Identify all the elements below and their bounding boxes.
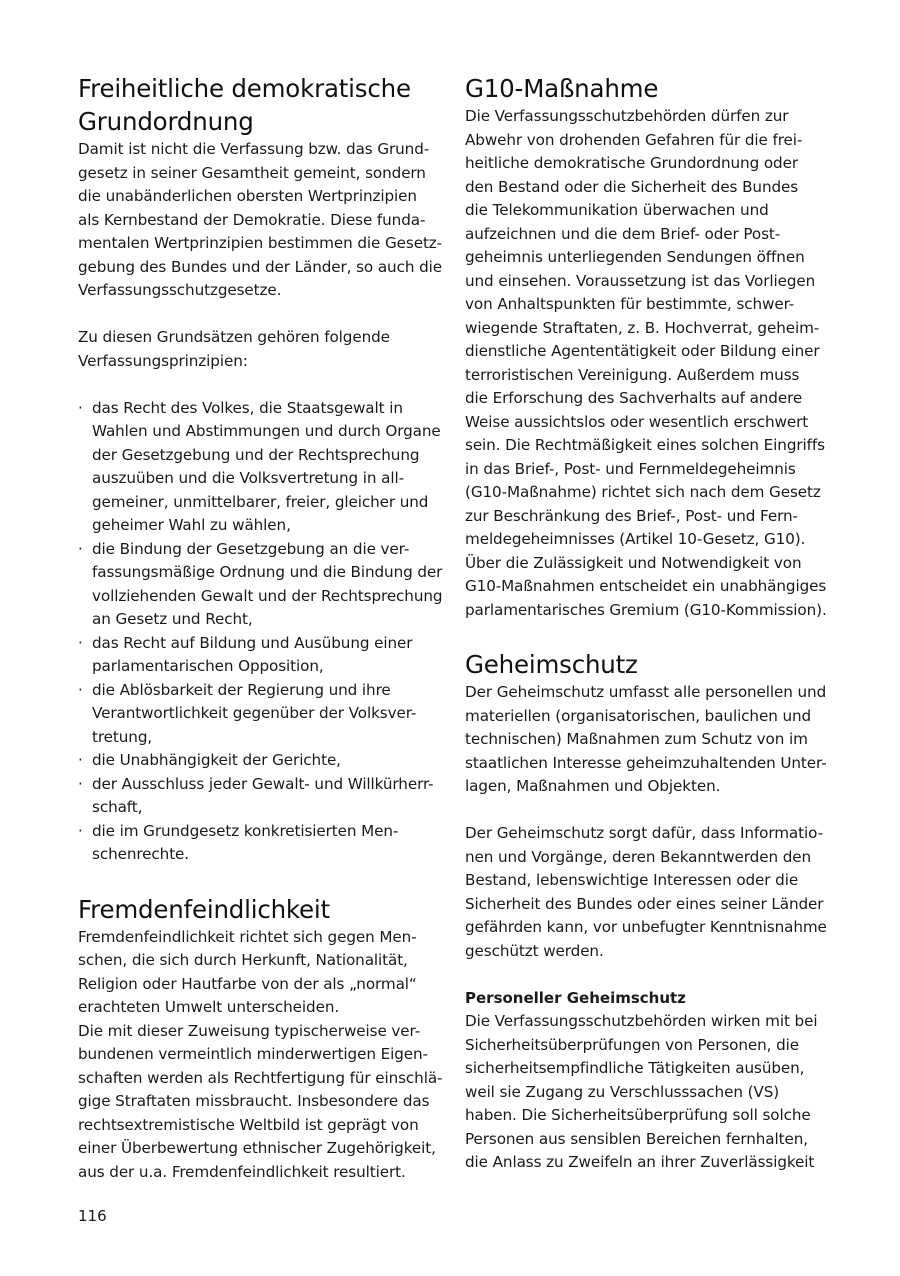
geheimschutz-paragraph-1: Der Geheimschutz umfasst alle personellen und materiellen (organisatorischen, baulichen und technischen) Maßnahmen zum Schutz von im staatlichen Interesse geheimzuhaltenden Unter- lagen, Maßnahmen und Objekten. xyxy=(465,683,827,795)
personeller-geheimschutz-subheading: Personeller Geheimschutz xyxy=(465,988,686,1007)
list-item: · die im Grundgesetz konkretisierten Men- schenrechte. xyxy=(78,820,438,867)
fdgo-heading: Freiheitliche demokratische Grundordnung xyxy=(78,74,411,136)
list-item: · der Ausschluss jeder Gewalt- und Willkürherr- schaft, xyxy=(78,773,438,820)
fremdenfeindlichkeit-paragraph: Fremdenfeindlichkeit richtet sich gegen Men- schen, die sich durch Herkunft, Nationalität, Religion oder Hautfarbe von der als „normal“ erachteten Umwelt unterscheiden. Die mit dieser Zuweisung typischerweise ver- bundenen vermeintlich minderwertigen Eigen- schaften werden als Rechtfertigung für einschlä- gige Straftaten missbraucht. Insbesondere das rechtsextremistische Weltbild ist geprägt von einer Überbewertung ethnischer Zugehörigkeit, aus der u.a. Fremdenfeindlichkeit resultiert. xyxy=(78,927,443,1181)
geheimschutz-paragraph-3: Die Verfassungsschutzbehörden wirken mit bei Sicherheitsüberprüfungen von Personen, die sicherheitsempfindliche Tätigkeiten ausüben, weil sie Zugang zu Verschlusssachen (VS) haben. Die Sicherheitsüberprüfung soll solche Personen aus sensiblen Bereichen fernhalten, die Anlass zu Zweifeln an ihrer Zuverlässigkeit xyxy=(465,1012,818,1171)
list-item: · das Recht auf Bildung und Ausübung einer parlamentarischen Opposition, xyxy=(78,632,438,679)
list-item: · das Recht des Volkes, die Staatsgewalt in Wahlen und Abstimmungen und durch Organe der Gesetzgebung und der Rechtsprechung auszuüben und die Volksvertretung in all- gemeiner, unmittelbarer, freier, gleicher und geheimer Wahl zu wählen, xyxy=(78,397,438,538)
fremdenfeindlichkeit-heading: Fremdenfeindlichkeit xyxy=(78,894,330,924)
geheimschutz-heading: Geheimschutz xyxy=(465,650,638,679)
right-column xyxy=(465,72,827,1175)
list-item: · die Ablösbarkeit der Regierung und ihre Verantwortlichkeit gegenüber der Volksver- tretung, xyxy=(78,679,438,750)
g10-heading: G10-Maßnahme xyxy=(465,74,659,103)
principles-list xyxy=(78,397,443,867)
left-column xyxy=(78,72,443,1184)
list-item: · die Bindung der Gesetzgebung an die ver- fassungsmäßige Ordnung und die Bindung der vollziehenden Gewalt und der Rechtsprechung an Gesetz und Recht, xyxy=(78,538,438,632)
geheimschutz-paragraph-2: Der Geheimschutz sorgt dafür, dass Informatio- nen und Vorgänge, deren Bekanntwerden den Bestand, lebenswichtige Interessen oder die Sicherheit des Bundes oder eines seiner Länder gefährden kann, vor unbefugter Kenntnisnahme geschützt werden. xyxy=(465,824,827,960)
g10-paragraph: Die Verfassungsschutzbehörden dürfen zur Abwehr von drohenden Gefahren für die frei- heitliche demokratische Grundordnung oder den Bestand oder die Sicherheit des Bundes die Telekommunikation überwachen und aufzeichnen und die dem Brief- oder Post- geheimnis unterliegenden Sendungen öffnen und einsehen. Voraussetzung ist das Vorliegen von Anhaltspunkten für bestimmte, schwer- wiegende Straftaten, z. B. Hochverrat, geheim- dienstliche Agententätigkeit oder Bildung einer terroristischen Vereinigung. Außerdem muss die Erforschung des Sachverhalts auf andere Weise aussichtslos oder wesentlich erschwert sein. Die Rechtmäßigkeit eines solchen Eingriffs in das Brief-, Post- und Fernmeldegeheimnis (G10-Maßnahme) richtet sich nach dem Gesetz zur Beschränkung des Brief-, Post- und Fern- meldegeheimnisses (Artikel 10-Gesetz, G10). Über die Zulässigkeit und Notwendigkeit von G10-Maßnahmen entscheidet ein unabhängiges parlamentarisches Gremium (G10-Kommission). xyxy=(465,107,827,619)
page-number: 116 xyxy=(78,1207,107,1225)
list-item: · die Unabhängigkeit der Gerichte, xyxy=(78,749,438,773)
fdgo-paragraph-2: Zu diesen Grundsätzen gehören folgende Verfassungsprinzipien: xyxy=(78,328,390,370)
fdgo-paragraph-1: Damit ist nicht die Verfassung bzw. das Grund- gesetz in seiner Gesamtheit gemeint, sondern die unabänderlichen obersten Wertprinzipien als Kernbestand der Demokratie. Diese funda- mentalen Wertprinzipien bestimmen die Gesetz- gebung des Bundes und der Länder, so auch die Verfassungsschutzgesetze. xyxy=(78,140,443,299)
